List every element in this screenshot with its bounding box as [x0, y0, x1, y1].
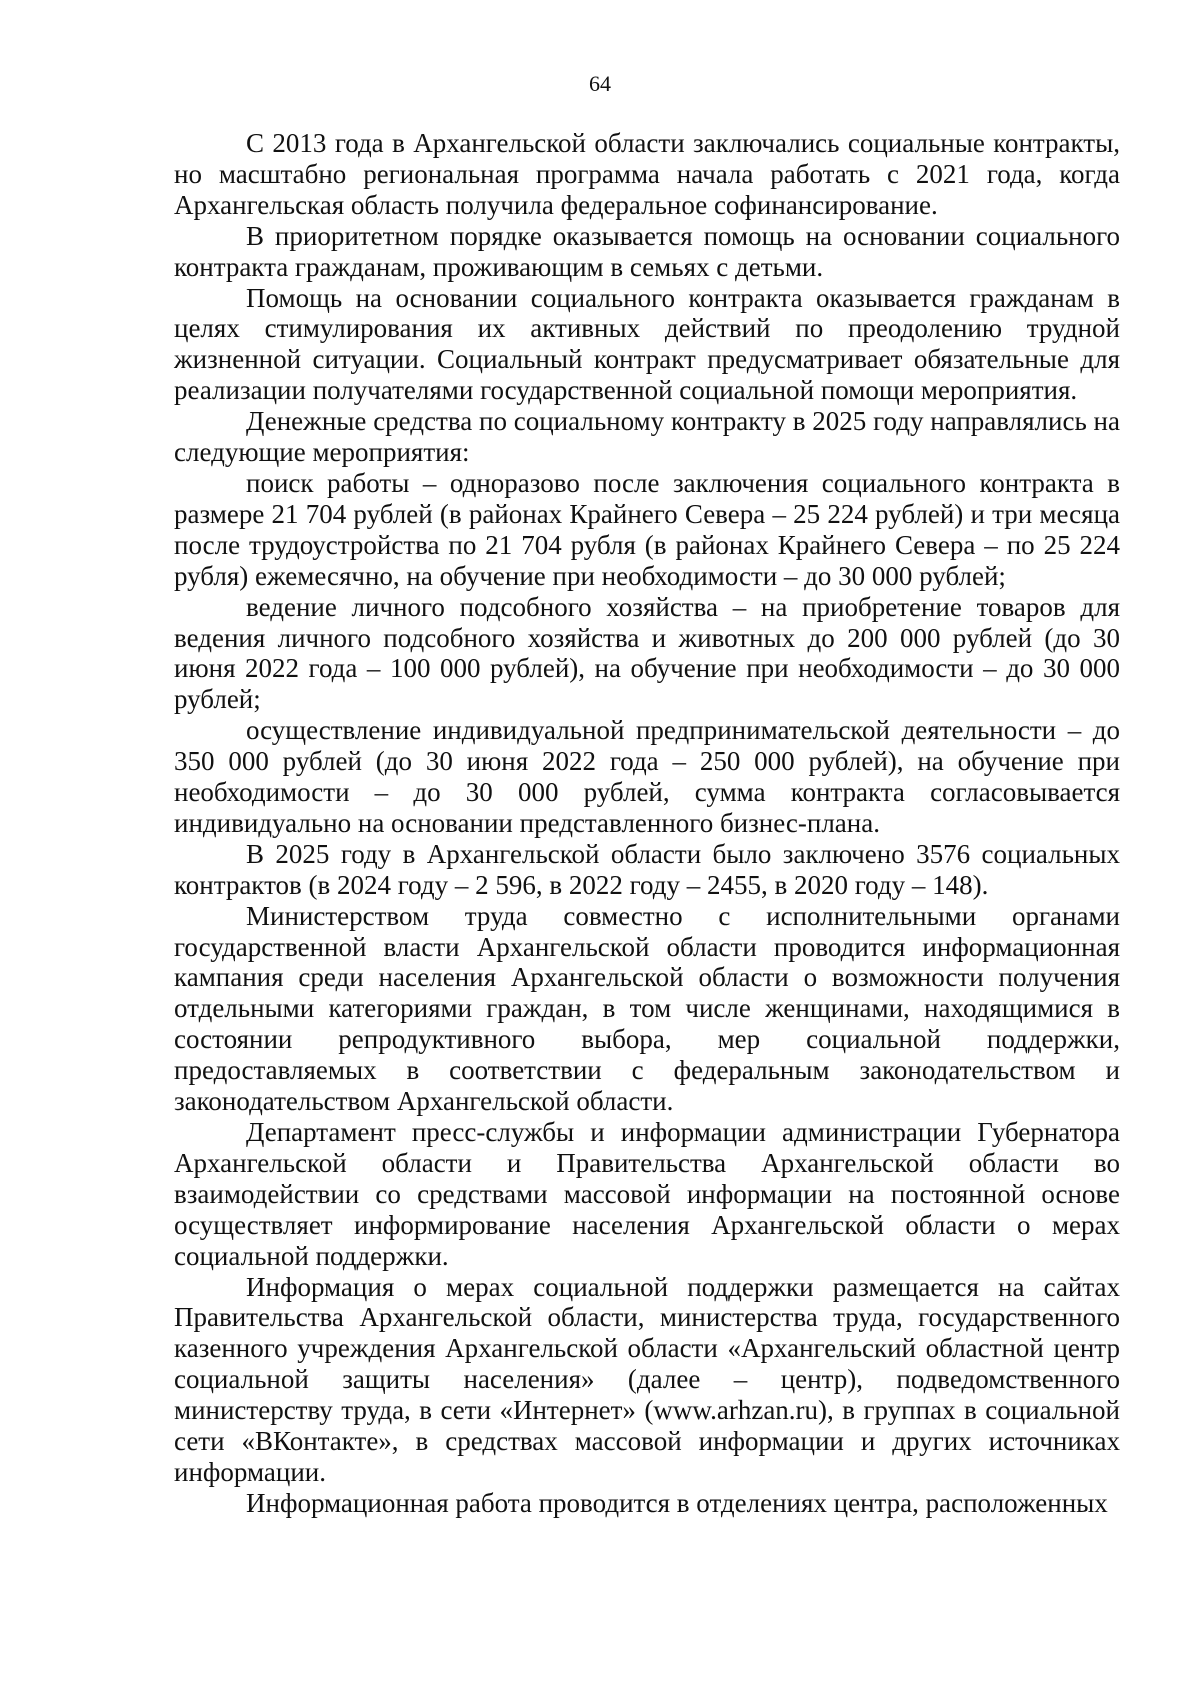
paragraph: Министерством труда совместно с исполнительными органами государственной власти Архангельской области проводится информационная кампания среди населения Архангельской области о возможности получения отдельными категориями граждан, в том числе женщинами, находящимися в состоянии репродуктивного выбора, мер социальной поддержки, предоставляемых в соответствии с федеральным законодательством и законодательством Архангельской области.: [174, 900, 1120, 1117]
page-number: 64: [589, 71, 611, 96]
paragraph: Денежные средства по социальному контракту в 2025 году направлялись на следующие мероприятия:: [174, 406, 1120, 468]
paragraph: Департамент пресс-службы и информации администрации Губернатора Архангельской области и Правительства Архангельской области во взаимодействии со средствами массовой информации на постоянной основе осуществляет информирование населения Архангельской области о мерах социальной поддержки.: [174, 1117, 1120, 1271]
paragraph: В приоритетном порядке оказывается помощь на основании социального контракта гражданам, проживающим в семьях с детьми.: [174, 220, 1120, 282]
list-item-paragraph: осуществление индивидуальной предпринимательской деятельности – до 350 000 рублей (до 30 июня 2022 года – 250 000 рублей), на обучение при необходимости – до 30 000 рублей, сумма контракта согласовывается индивидуально на основании представленного бизнес-плана.: [174, 715, 1120, 838]
paragraph: Информационная работа проводится в отделениях центра, расположенных: [246, 1487, 1108, 1518]
paragraph: Помощь на основании социального контракта оказывается гражданам в целях стимулирования их активных действий по преодолению трудной жизненной ситуации. Социальный контракт предусматривает обязательные для реализации получателями государственной социальной помощи мероприятия.: [174, 282, 1120, 406]
body-text: [174, 128, 1120, 1519]
paragraph: В 2025 году в Архангельской области было заключено 3576 социальных контрактов (в 2024 году – 2 596, в 2022 году – 2455, в 2020 году – 148).: [174, 838, 1120, 900]
list-item-paragraph: ведение личного подсобного хозяйства – на приобретение товаров для ведения личного подсобного хозяйства и животных до 200 000 рублей (до 30 июня 2022 года – 100 000 рублей), на обучение при необходимости – до 30 000 рублей;: [174, 591, 1120, 715]
paragraph: С 2013 года в Архангельской области заключались социальные контракты, но масштабно региональная программа начала работать с 2021 года, когда Архангельская область получила федеральное софинансирование.: [174, 128, 1120, 220]
list-item-paragraph: поиск работы – одноразово после заключения социального контракта в размере 21 704 рублей (в районах Крайнего Севера – 25 224 рублей) и три месяца после трудоустройства по 21 704 рубля (в районах Крайнего Севера – по 25 224 рубля) ежемесячно, на обучение при необходимости – до 30 000 рублей;: [174, 467, 1120, 591]
paragraph: Информация о мерах социальной поддержки размещается на сайтах Правительства Архангельской области, министерства труда, государственного казенного учреждения Архангельской области «Архангельский областной центр социальной защиты населения» (далее – центр), подведомственного министерству труда, в сети «Интернет» (www.arhzan.ru), в группах в социальной сети «ВКонтакте», в средствах массовой информации и других источниках информации.: [174, 1271, 1120, 1487]
